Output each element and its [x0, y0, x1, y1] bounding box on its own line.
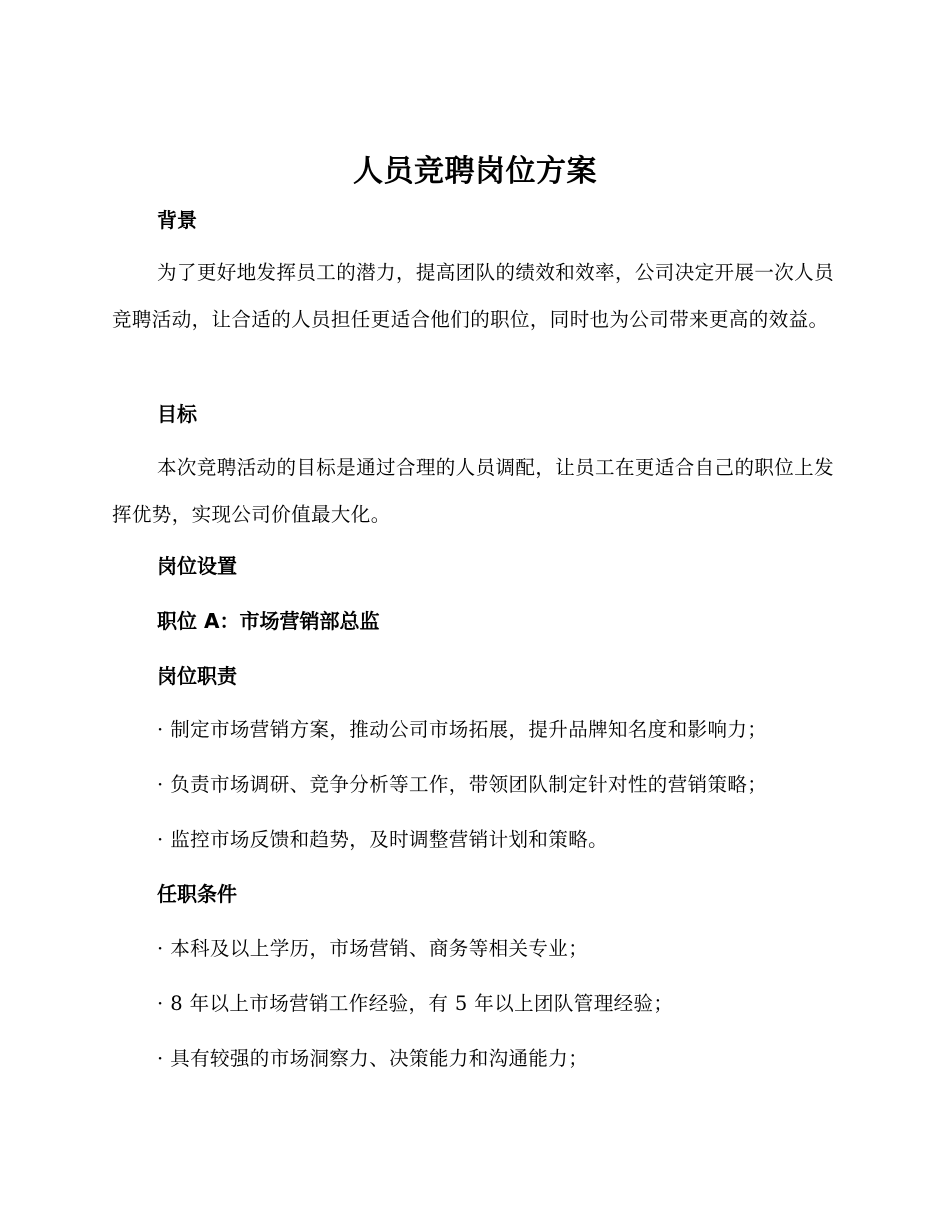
list-item-requirement: · 本科及以上学历，市场营销、商务等相关专业； [157, 937, 589, 960]
paragraph-goal: 本次竞聘活动的目标是通过合理的人员调配，让员工在更适合自己的职位上发挥优势，实现公司价值最大化。 [112, 456, 834, 526]
heading-duties: 岗位职责 [157, 664, 237, 688]
list-item-requirement: · 具有较强的市场洞察力、决策能力和沟通能力； [157, 1047, 589, 1070]
paragraph-background: 为了更好地发挥员工的潜力，提高团队的绩效和效率，公司决定开展一次人员竞聘活动，让合适的人员担任更适合他们的职位，同时也为公司带来更高的效益。 [112, 261, 834, 331]
list-item-duty: · 制定市场营销方案，推动公司市场拓展，提升品牌知名度和影响力； [157, 718, 768, 741]
heading-positions: 岗位设置 [157, 554, 237, 578]
list-item-duty: · 负责市场调研、竞争分析等工作，带领团队制定针对性的营销策略； [157, 773, 768, 796]
heading-goal: 目标 [157, 402, 197, 426]
position-a-title: 职位 A：市场营销部总监 [157, 609, 380, 633]
heading-background: 背景 [157, 208, 197, 232]
heading-requirements: 任职条件 [157, 882, 237, 906]
list-item-duty: · 监控市场反馈和趋势，及时调整营销计划和策略。 [157, 828, 608, 851]
list-item-requirement: · 8 年以上市场营销工作经验，有 5 年以上团队管理经验； [157, 992, 674, 1015]
document-title: 人员竞聘岗位方案 [353, 154, 597, 189]
